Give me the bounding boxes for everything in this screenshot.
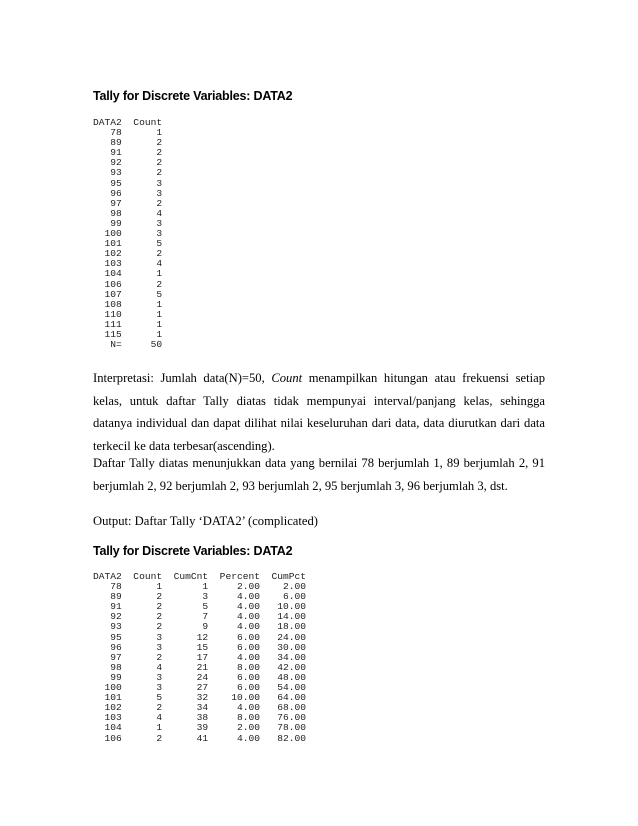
cell-value: 106 — [93, 732, 122, 744]
cell-count: 2.00 — [260, 581, 307, 593]
cell-count: 9 — [162, 621, 209, 633]
cell-count: 1 — [121, 318, 163, 330]
cell-value: 107 — [93, 288, 122, 300]
cell-count: 8.00 — [208, 661, 260, 673]
cell-count: 3 — [121, 187, 163, 199]
cell-count: 2 — [121, 702, 163, 714]
cell-value: 89 — [93, 137, 122, 149]
cell-count: 2 — [121, 197, 163, 209]
cell-value: 98 — [93, 207, 122, 219]
cell-value: 97 — [93, 651, 122, 663]
cell-value: 104 — [93, 722, 122, 734]
cell-count: 4 — [121, 712, 163, 724]
cell-count: 7 — [162, 611, 209, 623]
cell-value: 96 — [93, 641, 122, 653]
cell-count: 3 — [121, 682, 163, 694]
cell-value: 103 — [93, 258, 122, 270]
cell-count: 76.00 — [260, 712, 307, 724]
cell-count: 42.00 — [260, 661, 307, 673]
cell-count: 3 — [121, 631, 163, 643]
cell-count: 54.00 — [260, 682, 307, 694]
cell-count: 1 — [121, 298, 163, 310]
cell-count: 50 — [121, 339, 163, 351]
cell-count: CumPct — [260, 571, 307, 582]
cell-value: 104 — [93, 268, 122, 280]
cell-count: 1 — [162, 581, 209, 593]
cell-value: 106 — [93, 278, 122, 290]
cell-count: 4.00 — [208, 702, 260, 714]
explanation-text: Daftar Tally diatas menunjukkan data yang bernilai 78 berjumlah 1, 89 berjumlah 2, 91 berjumlah 2, 92 berjumlah 2, 93 berjumlah 2, 95 berjumlah 3, 96 berjumlah 3, dst. — [93, 456, 545, 493]
cell-count: 4.00 — [208, 591, 260, 603]
cell-count: 6.00 — [208, 641, 260, 653]
cell-count: 4 — [121, 207, 163, 219]
cell-count: 2 — [121, 278, 163, 290]
cell-count: 4.00 — [208, 601, 260, 613]
cell-count: 78.00 — [260, 722, 307, 734]
cell-value: 97 — [93, 197, 122, 209]
cell-count: 3 — [121, 228, 163, 240]
cell-count: 1 — [121, 268, 163, 280]
cell-count: 15 — [162, 641, 209, 653]
cell-value: 78 — [93, 127, 122, 139]
interpretation-count-term: Count — [271, 371, 303, 385]
cell-count: 3 — [162, 591, 209, 603]
cell-count: 2 — [121, 651, 163, 663]
cell-count: 18.00 — [260, 621, 307, 633]
cell-value: 78 — [93, 581, 122, 593]
cell-value: N= — [93, 339, 122, 351]
cell-count: 10.00 — [208, 692, 260, 704]
cell-count: 24 — [162, 671, 209, 683]
output-caption: Output: Daftar Tally ‘DATA2’ (complicated) — [93, 514, 318, 528]
cell-count: 38 — [162, 712, 209, 724]
cell-value: 92 — [93, 611, 122, 623]
cell-count: 68.00 — [260, 702, 307, 714]
cell-value: 99 — [93, 671, 122, 683]
cell-count: 4.00 — [208, 651, 260, 663]
cell-value: 102 — [93, 248, 122, 260]
cell-count: 10.00 — [260, 601, 307, 613]
cell-count: 30.00 — [260, 641, 307, 653]
cell-count: 34 — [162, 702, 209, 714]
cell-value: 110 — [93, 308, 122, 320]
tally-table-complicated — [93, 572, 306, 744]
cell-count: 4.00 — [208, 611, 260, 623]
cell-value: 92 — [93, 157, 122, 169]
cell-count: 1 — [121, 308, 163, 320]
cell-count: 2 — [121, 601, 163, 613]
cell-value: 102 — [93, 702, 122, 714]
cell-count: 5 — [121, 692, 163, 704]
cell-count: 2 — [121, 611, 163, 623]
cell-count: 3 — [121, 671, 163, 683]
cell-value: DATA2 — [93, 117, 122, 128]
table-total-row — [93, 340, 162, 350]
cell-count: 2.00 — [208, 722, 260, 734]
cell-count: 82.00 — [260, 732, 307, 744]
cell-count: 1 — [121, 722, 163, 734]
cell-count: 4.00 — [208, 621, 260, 633]
cell-count: 8.00 — [208, 712, 260, 724]
cell-count: 5 — [162, 601, 209, 613]
cell-count: 6.00 — [208, 671, 260, 683]
cell-count: CumCnt — [162, 571, 209, 582]
cell-count: 2 — [121, 248, 163, 260]
cell-count: 2 — [121, 621, 163, 633]
cell-count: 21 — [162, 661, 209, 673]
cell-count: 41 — [162, 732, 209, 744]
cell-count: 2 — [121, 157, 163, 169]
cell-count: 14.00 — [260, 611, 307, 623]
cell-count: 5 — [121, 288, 163, 300]
cell-count: 64.00 — [260, 692, 307, 704]
cell-count: 2 — [121, 591, 163, 603]
cell-count: 27 — [162, 682, 209, 694]
tally-body — [93, 128, 162, 340]
cell-count: 5 — [121, 238, 163, 250]
cell-count: 48.00 — [260, 671, 307, 683]
cell-count: 2.00 — [208, 581, 260, 593]
section-heading-complicated: Tally for Discrete Variables: DATA2 — [93, 544, 293, 558]
cell-count: 3 — [121, 217, 163, 229]
cell-count: 1 — [121, 127, 163, 139]
cell-count: 2 — [121, 137, 163, 149]
cell-value: 101 — [93, 238, 122, 250]
cell-count: 3 — [121, 177, 163, 189]
cell-value: 98 — [93, 661, 122, 673]
cell-value: 103 — [93, 712, 122, 724]
cell-count: Count — [121, 571, 163, 582]
cell-value: 100 — [93, 228, 122, 240]
tally-body — [93, 582, 306, 744]
interpretation-text: Interpretasi: Jumlah data(N)=50, — [93, 371, 272, 385]
cell-value: 96 — [93, 187, 122, 199]
cell-count: 2 — [121, 147, 163, 159]
cell-count: 39 — [162, 722, 209, 734]
cell-count: 17 — [162, 651, 209, 663]
cell-value: 108 — [93, 298, 122, 310]
cell-value: 95 — [93, 177, 122, 189]
cell-value: 115 — [93, 328, 122, 340]
cell-value: 93 — [93, 621, 122, 633]
cell-value: 111 — [93, 318, 122, 330]
cell-count: Count — [121, 117, 163, 128]
cell-count: 1 — [121, 581, 163, 593]
section-heading-simple: Tally for Discrete Variables: DATA2 — [93, 89, 293, 103]
cell-value: 101 — [93, 692, 122, 704]
cell-count: 2 — [121, 732, 163, 744]
cell-count: 2 — [121, 167, 163, 179]
cell-value: 89 — [93, 591, 122, 603]
cell-count: 34.00 — [260, 651, 307, 663]
interpretation-paragraph — [93, 367, 545, 457]
explanation-paragraph — [93, 452, 545, 498]
cell-count: 4.00 — [208, 732, 260, 744]
cell-count: 4 — [121, 661, 163, 673]
cell-value: 93 — [93, 167, 122, 179]
tally-total-row — [93, 340, 162, 350]
cell-count: 4 — [121, 258, 163, 270]
tally-table-simple — [93, 118, 162, 350]
cell-count: 12 — [162, 631, 209, 643]
cell-count: 6.00 — [260, 591, 307, 603]
cell-value: 100 — [93, 682, 122, 694]
cell-count: 1 — [121, 328, 163, 340]
cell-value: 95 — [93, 631, 122, 643]
cell-value: 99 — [93, 217, 122, 229]
cell-count: 24.00 — [260, 631, 307, 643]
cell-count: 6.00 — [208, 682, 260, 694]
cell-value: 91 — [93, 601, 122, 613]
cell-count: 3 — [121, 641, 163, 653]
cell-value: 91 — [93, 147, 122, 159]
cell-count: Percent — [208, 571, 260, 582]
table-row — [93, 734, 306, 744]
cell-count: 32 — [162, 692, 209, 704]
interpretation-text-cont: menampilkan hitungan atau frekuensi setiap kelas, untuk daftar Tally diatas tidak mempunyai interval/panjang kelas, sehingga datanya individual dan dapat dilihat nilai keseluruhan dari data, data diurutkan dari data terkecil ke data terbesar(ascending). — [93, 371, 545, 453]
cell-value: DATA2 — [93, 571, 122, 582]
cell-count: 6.00 — [208, 631, 260, 643]
